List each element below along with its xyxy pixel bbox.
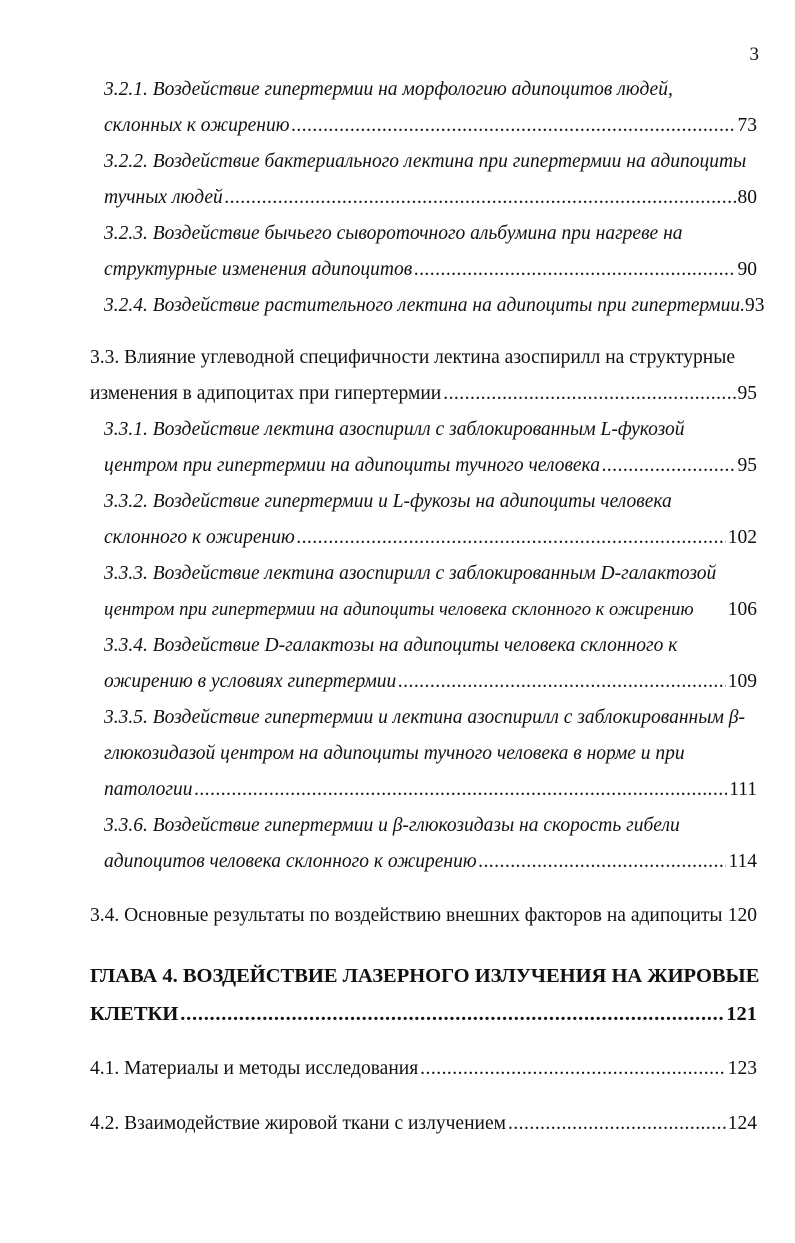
dot-leader	[420, 1057, 726, 1081]
toc-page-number: 106	[727, 599, 757, 620]
toc-page-number: 80	[737, 187, 757, 208]
toc-page-number: 111	[729, 779, 757, 800]
toc-page-number: 109	[727, 671, 757, 692]
toc-entry-4-1[interactable]: 4.1. Материалы и методы исследования . . . 123	[90, 1057, 757, 1081]
toc-page-number: 120	[727, 905, 757, 926]
toc-page-number: 123	[727, 1058, 757, 1079]
dot-leader	[508, 1112, 726, 1136]
toc-page-number: 95	[737, 383, 757, 404]
toc-entry-3-3-2-line-1: 3.3.2. Воздействие гипертермии и L-фукозы на адипоциты человека	[104, 491, 672, 512]
toc-entry-3-3-line-1: 3.3. Влияние углеводной специфичности лектина азоспирилл на структурные	[90, 347, 735, 368]
toc-entry-3-3-4-line-1: 3.3.4. Воздействие D-галактозы на адипоциты человека склонного к	[104, 635, 678, 656]
toc-chapter-4-line-1: ГЛАВА 4. ВОЗДЕЙСТВИЕ ЛАЗЕРНОГО ИЗЛУЧЕНИЯ НА ЖИРОВЫЕ	[90, 965, 760, 987]
toc-entry-3-2-3-line-1: 3.2.3. Воздействие бычьего сывороточного альбумина при нагреве на	[104, 223, 683, 244]
dot-leader	[479, 850, 727, 874]
toc-entry-3-3-5-line-2: глюкозидазой центром на адипоциты тучного человека в норме и при	[104, 743, 685, 764]
page-number: 3	[749, 44, 759, 65]
toc-page-number: 124	[727, 1113, 757, 1134]
toc-page-number: 73	[737, 115, 757, 136]
dot-leader	[180, 1002, 724, 1026]
toc-entry-3-2-3-line-2[interactable]: структурные изменения адипоцитов . . . 90	[104, 258, 757, 282]
toc-page-number: 93	[744, 295, 765, 316]
toc-entry-3-2-2-line-2[interactable]: тучных людей . . . 80	[104, 186, 757, 210]
toc-entry-3-2-4[interactable]: 3.2.4. Воздействие растительного лектина на адипоциты при гипертермии. 93	[104, 295, 765, 316]
dot-leader	[602, 454, 736, 478]
dot-leader	[194, 778, 727, 802]
toc-entry-3-3-3-line-1: 3.3.3. Воздействие лектина азоспирилл с заблокированным D-галактозой	[104, 563, 717, 584]
toc-entry-3-2-2-line-1: 3.2.2. Воздействие бактериального лектина при гипертермии на адипоциты	[104, 151, 747, 172]
toc-entry-3-2-1-line-1: 3.2.1. Воздействие гипертермии на морфологию адипоцитов людей,	[104, 79, 673, 100]
toc-entry-3-3-6-line-2[interactable]: адипоцитов человека склонного к ожирению . . . 114	[104, 850, 757, 874]
toc-entry-3-3-5-line-1: 3.3.5. Воздействие гипертермии и лектина азоспирилл с заблокированным β-	[104, 707, 745, 728]
toc-entry-3-4[interactable]: 3.4. Основные результаты по воздействию внешних факторов на адипоциты . . . 120	[90, 904, 757, 928]
toc-page-number: 90	[737, 259, 757, 280]
dot-leader	[225, 186, 736, 210]
toc-entry-3-3-line-2[interactable]: изменения в адипоцитах при гипертермии . . . 95	[90, 382, 757, 406]
toc-page-number: 102	[727, 527, 757, 548]
dot-leader	[443, 382, 735, 406]
dot-leader	[297, 526, 726, 550]
toc-entry-3-3-1-line-2[interactable]: центром при гипертермии на адипоциты тучного человека . . . 95	[104, 454, 757, 478]
toc-entry-3-2-1-line-2[interactable]: склонных к ожирению . . . 73	[104, 114, 757, 138]
toc-entry-3-3-4-line-2[interactable]: ожирению в условиях гипертермии . . . 109	[104, 670, 757, 694]
toc-page-number: 114	[728, 851, 757, 872]
toc-entry-3-3-6-line-1: 3.3.6. Воздействие гипертермии и β-глюкозидазы на скорость гибели	[104, 815, 680, 836]
dot-leader	[725, 904, 726, 928]
toc-entry-4-2[interactable]: 4.2. Взаимодействие жировой ткани с излучением . . . 124	[90, 1112, 757, 1136]
dot-leader	[291, 114, 735, 138]
toc-chapter-4-line-2[interactable]: КЛЕТКИ . . . 121	[90, 1002, 757, 1026]
toc-page-number: 95	[737, 455, 757, 476]
dot-leader	[414, 258, 735, 282]
toc-page-number: 121	[726, 1003, 757, 1025]
toc-entry-3-3-3-line-2[interactable]: центром при гипертермии на адипоциты человека склонного к ожирению 106	[104, 599, 757, 620]
toc-entry-3-3-5-line-3[interactable]: патологии . . . 111	[104, 778, 757, 802]
toc-entry-3-3-1-line-1: 3.3.1. Воздействие лектина азоспирилл с заблокированным L-фукозой	[104, 419, 685, 440]
toc-entry-3-3-2-line-2[interactable]: склонного к ожирению . . . 102	[104, 526, 757, 550]
dot-leader	[398, 670, 725, 694]
